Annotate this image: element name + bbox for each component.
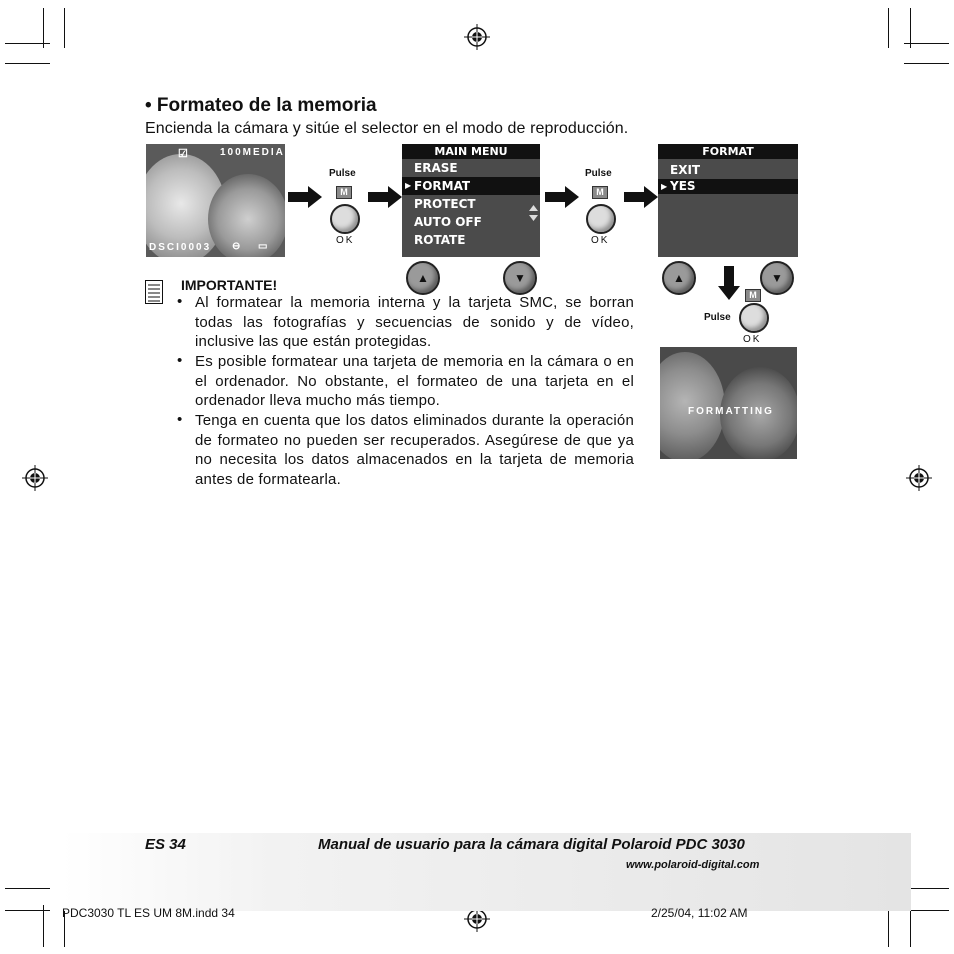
crop-mark [43,8,44,48]
important-bullet: Es posible formatear una tarjeta de memoria en la cámara o en el ordenador. No obstante, el formateo de una tarjeta en el ordenador lleva mucho más tiempo. [195,353,634,409]
menu-item-rotate [402,231,540,249]
lock-icon: ⊖ [232,241,243,252]
folder-label: 100MEDIA [220,147,285,158]
website-url: www.polaroid-digital.com [626,859,760,871]
menu-item-exit [658,161,798,179]
formatting-screen [660,347,797,459]
main-menu-screen [402,144,540,257]
down-button [760,261,794,295]
format-menu-title: FORMAT [658,144,798,159]
menu-item-label: YES [670,179,696,193]
triangle-down-icon: ▼ [514,271,526,285]
crop-mark [888,8,889,48]
registration-mark-icon [22,465,48,491]
triangle-up-icon: ▲ [673,271,685,285]
crop-mark [5,43,50,44]
menu-key-icon: M [745,289,761,302]
menu-item-label: PROTECT [414,197,476,211]
menu-key-icon: M [336,186,352,199]
filename-label: DSCI0003 [149,242,212,253]
bullet-marker: • [177,352,183,369]
main-menu-title: MAIN MENU [402,144,540,159]
arrow-down-icon [718,266,740,300]
menu-item-erase [402,159,540,177]
arrow-right-icon [368,186,402,208]
crop-mark [64,8,65,48]
important-bullet: Al formatear la memoria interna y la tarjeta SMC, se borran todas las fotografías y secuencias de sonido y de vídeo, inclusive las que están protegidas. [195,294,634,350]
caret-right-icon: ▶ [661,182,668,191]
crop-mark [910,905,911,947]
pulse-label: Pulse [585,168,612,179]
registration-mark-icon [906,465,932,491]
up-button [406,261,440,295]
crop-mark [904,43,949,44]
important-heading: IMPORTANTE! [181,277,278,293]
format-menu-screen [658,144,798,257]
scroll-updown-icon [529,205,538,221]
note-icon [145,280,163,304]
ok-label: OK [743,334,762,345]
crop-mark [5,888,50,889]
menu-item-format [402,177,540,195]
arrow-right-icon [288,186,322,208]
page-number: ES 34 [145,836,186,853]
photo-child-right [208,174,285,257]
camera-playback-screen [146,144,285,257]
down-button [503,261,537,295]
crop-mark [5,910,50,911]
menu-item-label: ROTATE [414,233,466,247]
formatting-status: FORMATTING [688,406,774,417]
crop-mark [904,63,949,64]
bullet-marker: • [177,293,183,310]
registration-mark-icon [464,24,490,50]
slug-filename: PDC3030 TL ES UM 8M.indd 34 [62,906,235,920]
battery-icon: ▭ [258,241,270,252]
up-button [662,261,696,295]
pulse-label: Pulse [329,168,356,179]
important-bullet: Tenga en cuenta que los datos eliminados durante la operación de formateo no pueden ser recuperados. Asegúrese de que ya no necesita los datos almacenados en la tarjeta de memoria antes de formatearla. [195,412,634,488]
crop-mark [888,905,889,947]
section-title: • Formateo de la memoria [145,95,377,116]
crop-mark [910,8,911,48]
pulse-label: Pulse [704,312,731,323]
ok-button [330,204,360,234]
intro-text: Encienda la cámara y sitúe el selector en el modo de reproducción. [145,120,629,137]
check-icon: ☑ [178,148,190,160]
bullet-marker: • [177,411,183,428]
ok-label: OK [591,235,610,246]
ok-label: OK [336,235,355,246]
ok-button [739,303,769,333]
ok-button [586,204,616,234]
slug-date: 2/25/04, 11:02 AM [651,906,748,920]
triangle-up-icon: ▲ [417,271,429,285]
menu-item-label: ERASE [414,161,458,175]
menu-key-icon: M [592,186,608,199]
menu-item-label: FORMAT [414,179,471,193]
menu-item-label: AUTO OFF [414,215,482,229]
menu-item-auto-off [402,213,540,231]
manual-title: Manual de usuario para la cámara digital Polaroid PDC 3030 [318,836,745,853]
crop-mark [5,63,50,64]
menu-item-yes [658,179,798,194]
arrow-right-icon [545,186,579,208]
menu-item-protect [402,195,540,213]
triangle-down-icon: ▼ [771,271,783,285]
menu-item-label: EXIT [670,163,701,177]
crop-mark [43,905,44,947]
arrow-right-icon [624,186,658,208]
caret-right-icon: ▶ [405,181,412,190]
